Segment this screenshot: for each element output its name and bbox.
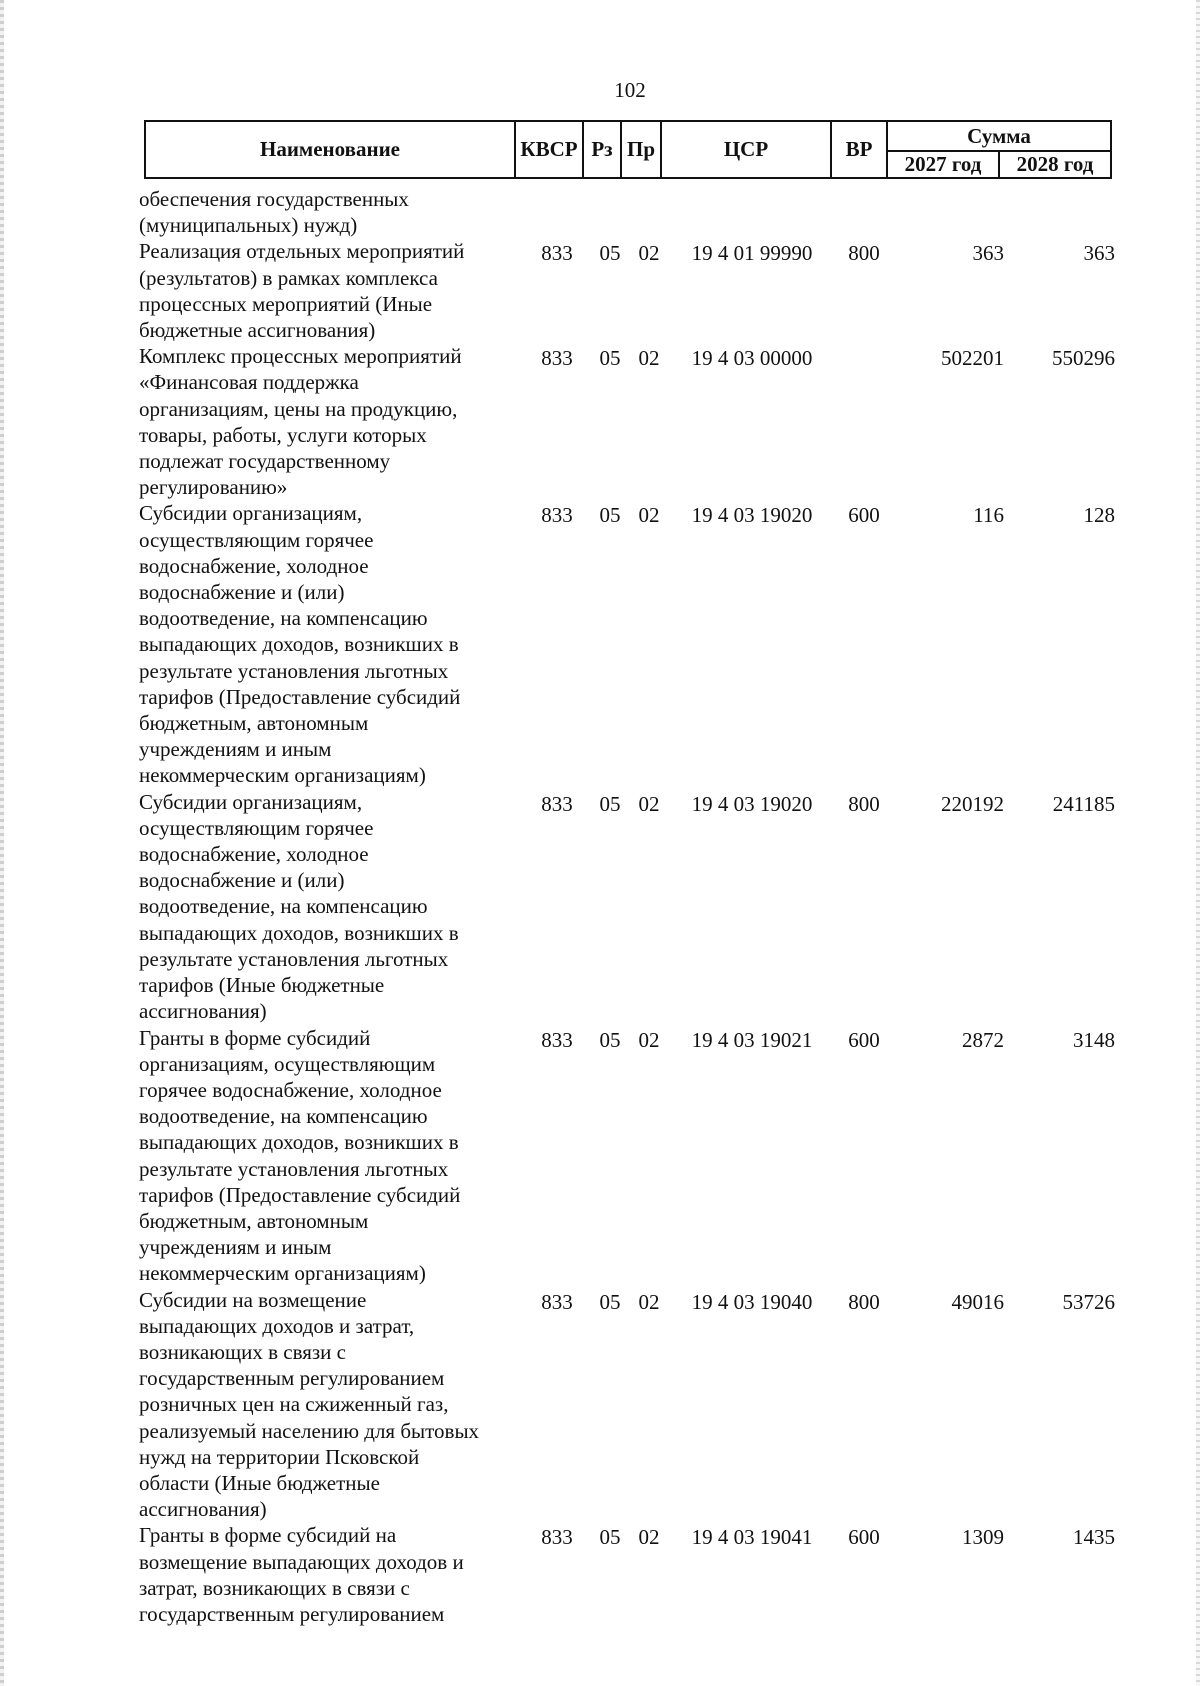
row-pr: 02 (638, 1289, 660, 1314)
header-year-2028: 2028 год (999, 151, 1111, 178)
row-csr: 19 4 01 99990 (691, 241, 813, 266)
table-row (139, 186, 1114, 238)
table-row (139, 1025, 1114, 1287)
header-rz: Рз (583, 121, 621, 178)
header-name: Наименование (145, 121, 515, 178)
row-sum-2027: 49016 (951, 1289, 1004, 1314)
row-name: Субсидии на возмещение выпадающих доходов и затрат, возникающих в связи с государственным регулированием розничных цен на сжиженный газ, реализуемый населению для бытовых нужд на территории Псковской области (Иные бюджетные ассигнования) (139, 1287, 480, 1522)
row-name: Субсидии организациям, осуществляющим горячее водоснабжение, холодное водоснабжение и (или) водоотведение, на компенсацию выпадающих доходов, возникших в результате установления льготных тарифов (Иные бюджетные ассигнования) (139, 789, 459, 1024)
row-pr: 02 (638, 1525, 660, 1550)
row-vr: 800 (848, 791, 880, 816)
row-csr: 19 4 03 00000 (691, 346, 813, 371)
table-row (139, 1522, 1114, 1627)
row-csr: 19 4 03 19041 (691, 1525, 813, 1550)
row-name: Субсидии организациям, осуществляющим горячее водоснабжение, холодное водоснабжение и (или) водоотведение, на компенсацию выпадающих доходов, возникших в результате установления льготных тарифов (Предоставление субсидий бюджетным, автономным учреждениям и иным некоммерческим организациям) (139, 501, 461, 788)
row-sum-2028: 550296 (1052, 346, 1115, 371)
row-name: Гранты в форме субсидий на возмещение выпадающих доходов и затрат, возникающих в связи с государственным регулированием (139, 1523, 464, 1626)
row-csr: 19 4 03 19020 (691, 791, 813, 816)
row-kvsr: 833 (541, 241, 573, 266)
table-body (139, 186, 1114, 1627)
header-year-2027: 2027 год (887, 151, 999, 178)
scan-edge-right (1196, 0, 1200, 1686)
header-csr: ЦСР (661, 121, 831, 178)
row-sum-2027: 1309 (962, 1525, 1004, 1550)
table-row (139, 343, 1114, 500)
row-sum-2028: 1435 (1073, 1525, 1115, 1550)
row-kvsr: 833 (541, 791, 573, 816)
row-sum-2027: 2872 (962, 1027, 1004, 1052)
row-name: обеспечения государственных (муниципальных) нужд) (139, 187, 409, 238)
row-sum-2027: 502201 (941, 346, 1004, 371)
row-rz: 05 (599, 1289, 621, 1314)
row-sum-2028: 363 (1083, 241, 1115, 266)
table-row (139, 1287, 1114, 1523)
row-sum-2027: 116 (973, 503, 1004, 528)
row-rz: 05 (599, 241, 621, 266)
row-kvsr: 833 (541, 1289, 573, 1314)
row-sum-2028: 241185 (1052, 791, 1115, 816)
header-kvsr: КВСР (515, 121, 583, 178)
row-csr: 19 4 03 19021 (691, 1027, 813, 1052)
header-sum: Сумма (887, 121, 1111, 151)
row-name: Комплекс процессных мероприятий «Финансовая поддержка организациям, цены на продукцию, товары, работы, услуги которых подлежат государственному регулированию» (139, 344, 462, 500)
row-rz: 05 (599, 1525, 621, 1550)
row-kvsr: 833 (541, 1525, 573, 1550)
row-name: Реализация отдельных мероприятий (результатов) в рамках комплекса процессных мероприятий (Иные бюджетные ассигнования) (139, 239, 465, 343)
row-sum-2028: 3148 (1073, 1027, 1115, 1052)
row-pr: 02 (638, 346, 660, 371)
row-pr: 02 (638, 791, 660, 816)
header-vr: ВР (831, 121, 887, 178)
row-vr: 600 (848, 1027, 880, 1052)
table-header (144, 120, 1112, 179)
row-vr: 600 (848, 503, 880, 528)
table-row (139, 789, 1114, 1025)
row-rz: 05 (599, 1027, 621, 1052)
row-kvsr: 833 (541, 503, 573, 528)
row-pr: 02 (638, 1027, 660, 1052)
row-rz: 05 (599, 791, 621, 816)
row-vr: 800 (848, 1289, 880, 1314)
row-csr: 19 4 03 19020 (691, 503, 813, 528)
row-vr: 800 (848, 241, 880, 266)
table-row (139, 238, 1114, 343)
row-rz: 05 (599, 346, 621, 371)
row-kvsr: 833 (541, 1027, 573, 1052)
row-sum-2028: 53726 (1062, 1289, 1115, 1314)
row-csr: 19 4 03 19040 (691, 1289, 813, 1314)
row-sum-2027: 220192 (941, 791, 1004, 816)
row-sum-2027: 363 (972, 241, 1004, 266)
header-pr: Пр (621, 121, 661, 178)
row-sum-2028: 128 (1083, 503, 1115, 528)
scan-edge-left (0, 0, 4, 1686)
row-pr: 02 (638, 503, 660, 528)
row-name: Гранты в форме субсидий организациям, осуществляющим горячее водоснабжение, холодное водоотведение, на компенсацию выпадающих доходов, возникших в результате установления льготных тарифов (Предоставление субсидий бюджетным, автономным учреждениям и иным некоммерческим организациям) (139, 1025, 461, 1286)
row-rz: 05 (599, 503, 621, 528)
row-vr: 600 (848, 1525, 880, 1550)
row-pr: 02 (638, 241, 660, 266)
row-kvsr: 833 (541, 346, 573, 371)
page-number: 102 (614, 78, 646, 102)
table-row (139, 500, 1114, 788)
